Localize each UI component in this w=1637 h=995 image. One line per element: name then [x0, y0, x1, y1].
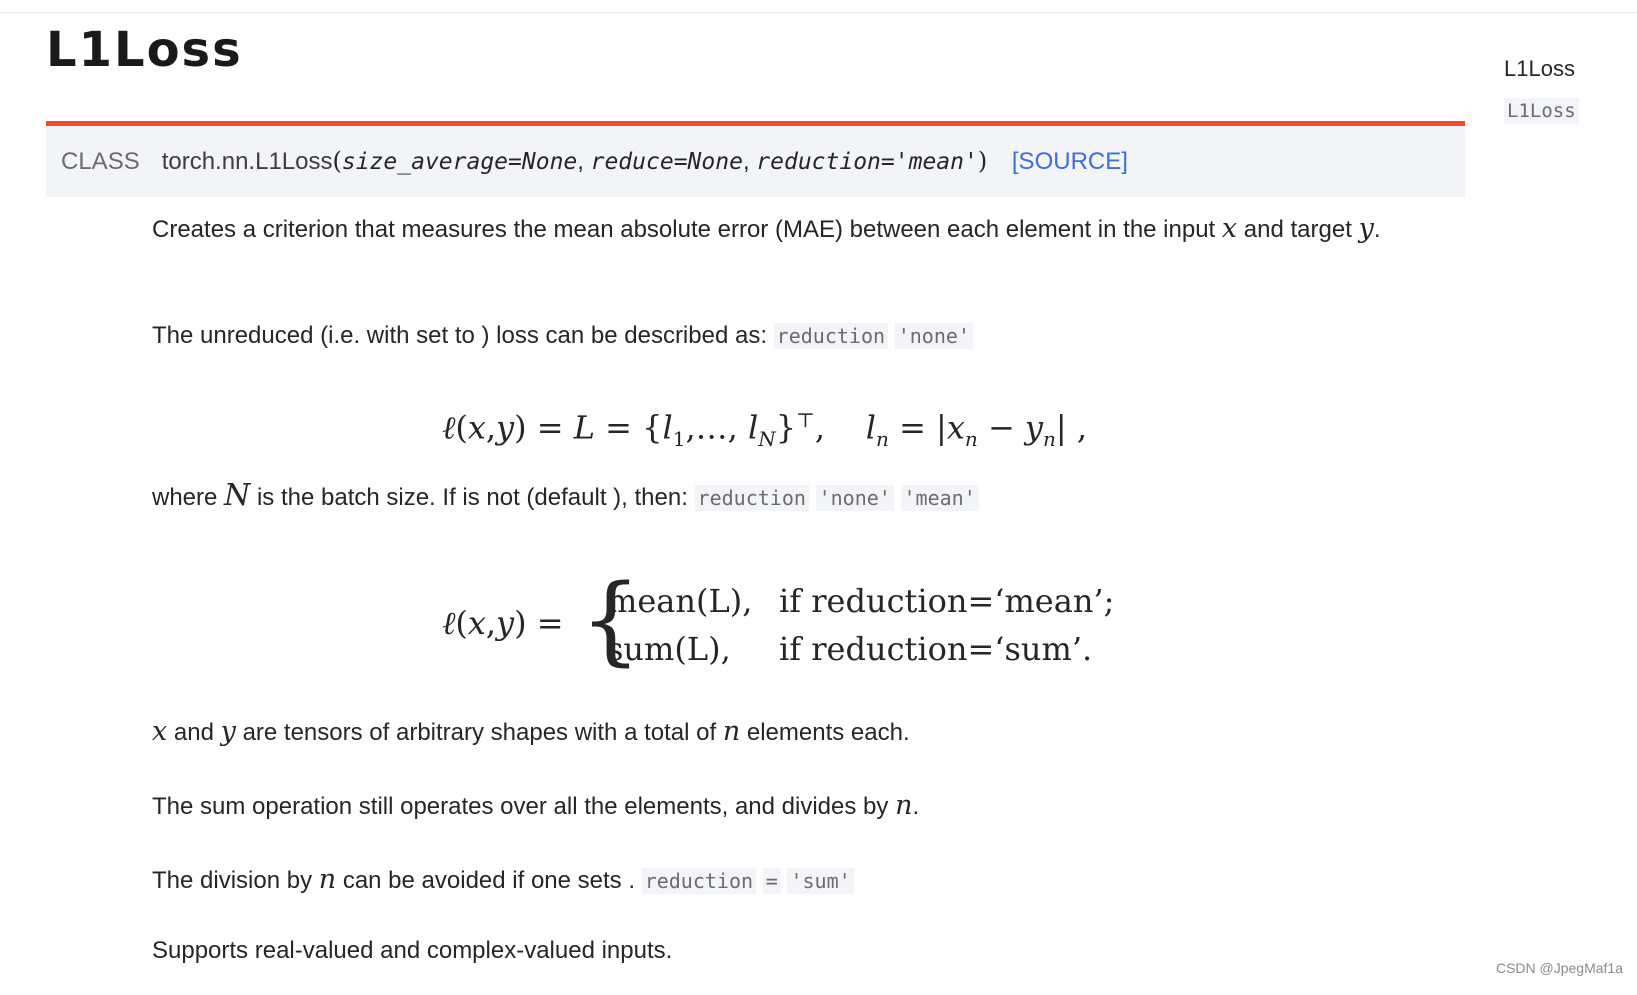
sum-paragraph [152, 790, 919, 821]
intro-paragraph [152, 208, 1452, 251]
param-reduce: reduce=None [590, 149, 743, 175]
code-reduction: reduction [642, 868, 756, 894]
supports-paragraph: Supports real-valued and complex-valued inputs. [152, 937, 673, 964]
sum-period: . [912, 793, 920, 820]
math-var-n: n [318, 864, 337, 895]
math-var-N: N [224, 478, 251, 513]
top-divider [0, 12, 1637, 13]
intro-text-mid: and target [1243, 216, 1352, 243]
code-none: 'none' [895, 323, 973, 349]
where-text-after: is the batch size. If is not (default ), then: [256, 484, 688, 511]
code-mean: 'mean' [901, 485, 979, 511]
toc-link-l1loss-code[interactable]: L1Loss [1504, 98, 1579, 124]
class-keyword: CLASS [61, 148, 140, 175]
table-of-contents [1504, 56, 1579, 124]
close-paren: ) [977, 147, 988, 175]
case-mean-value: mean(L), [607, 582, 753, 620]
division-paragraph [152, 864, 854, 895]
watermark: CSDN @JpegMaf1a [1495, 960, 1623, 976]
tensors-text: and [173, 719, 214, 746]
class-signature [46, 126, 1465, 197]
math-var-x: x [1221, 213, 1238, 244]
unreduced-text: The unreduced (i.e. with set to ) loss can be described as: [152, 322, 767, 349]
open-paren: ( [332, 147, 342, 175]
code-reduction: reduction [695, 485, 809, 511]
param-reduction: reduction='mean' [756, 149, 978, 175]
page-title: L1Loss [46, 22, 243, 78]
division-text-mid: can be avoided if one sets . [342, 867, 636, 894]
code-sum: 'sum' [787, 868, 853, 894]
tensors-text-mid: are tensors of arbitrary shapes with a total of [242, 719, 717, 746]
intro-text: Creates a criterion that measures the mean absolute error (MAE) between each element in the input [152, 216, 1216, 243]
intro-period: . [1373, 216, 1381, 243]
where-text: where [152, 484, 218, 511]
math-var-n: n [722, 716, 741, 747]
sum-text: The sum operation still operates over all the elements, and divides by [152, 793, 889, 820]
source-link[interactable]: [SOURCE] [1011, 148, 1128, 175]
param-separator: , [577, 148, 591, 175]
math-var-y: y [1358, 213, 1374, 244]
case-mean-condition: if reduction=‘mean’; [779, 582, 1115, 620]
unreduced-paragraph [152, 322, 973, 350]
code-equals: = [763, 868, 781, 894]
case-sum-condition: if reduction=‘sum’. [779, 630, 1093, 668]
unreduced-loss-formula: ℓ(x,y) = $L = \{l_1,\dots$, $l_N\}^⊤$, $l_n = |x_n - y_n|$ , [442, 408, 1088, 452]
division-text: The division by [152, 867, 313, 894]
math-var-x: x [152, 716, 168, 747]
where-paragraph [152, 478, 979, 513]
math-var-y: y [220, 716, 236, 747]
class-name: torch.nn.L1Loss [161, 148, 333, 175]
tensors-paragraph [152, 716, 910, 747]
reduced-loss-lhs: ℓ(x,y) = [442, 604, 564, 642]
code-reduction: reduction [774, 323, 888, 349]
param-size-average: size_average=None [341, 149, 578, 175]
toc-link-l1loss[interactable]: L1Loss [1504, 56, 1575, 81]
code-none: 'none' [816, 485, 894, 511]
param-separator: , [742, 148, 757, 175]
case-sum-value: sum(L), [607, 630, 731, 668]
math-var-n: n [895, 790, 913, 821]
cases-brace: { [580, 564, 642, 676]
tensors-text-end: elements each. [746, 719, 910, 746]
